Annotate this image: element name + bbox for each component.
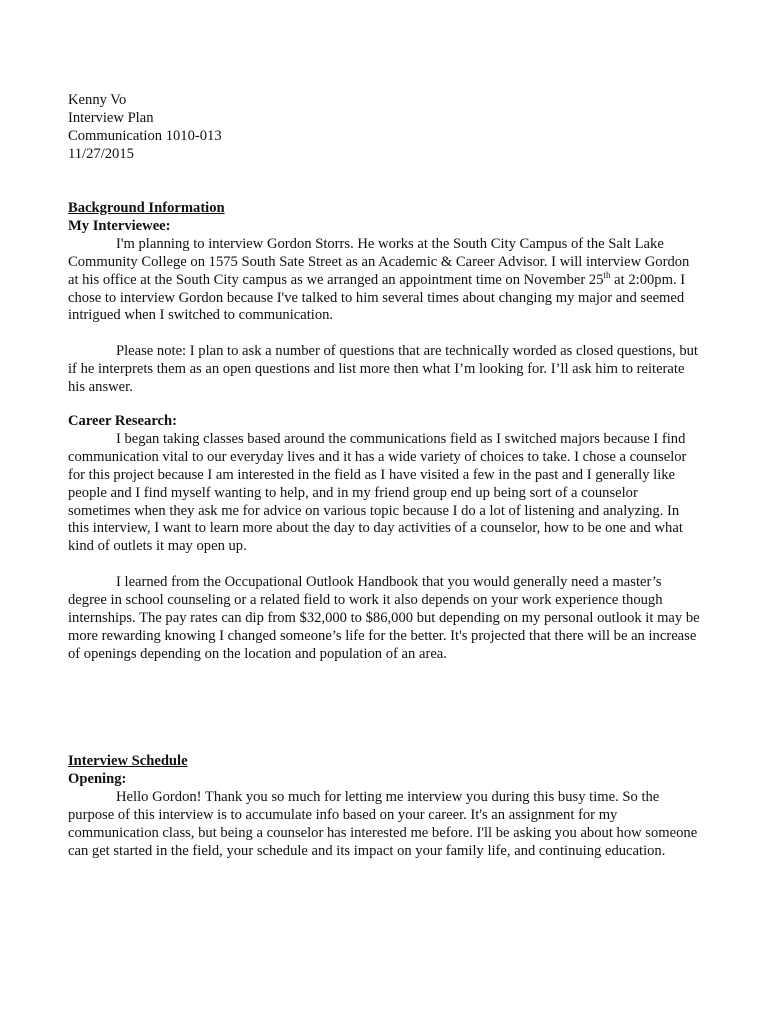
author-name: Kenny Vo (68, 92, 127, 108)
career-section (68, 413, 700, 664)
interviewee-subheading: My Interviewee: (68, 217, 171, 234)
document-header (68, 92, 700, 164)
opening-subheading: Opening: (68, 770, 127, 787)
ordinal-suffix: th (603, 269, 611, 280)
course-name: Communication 1010-013 (68, 127, 222, 144)
career-paragraph-2: I learned from the Occupational Outlook Handbook that you would generally need a master’s degree in school counseling or a related field to work it also depends on your work experience though internships. The pay rates can dip from $32,000 to $86,000 but depending on my personal outlook it may be more rewarding knowing I changed someone’s life for the better. It's projected that there will be an increase of openings depending on the location and population of an area. (68, 574, 700, 662)
career-paragraph-1: I began taking classes based around the communications field as I switched majors because I find communication vital to our everyday lives and it has a wide variety of choices to take. I chose a counselor for this project because I am interested in the field as I have visited a few in the past and I generally like people and I find myself wanting to help, and in my friend group end up being sort of a counselor sometimes when they ask me for advice on various topic because I do a lot of listening and analyzing. In this interview, I want to learn more about the day to day activities of a counselor, how to be one and what kind of outlets it may open up. (68, 430, 687, 555)
interviewee-paragraph-part1: I'm planning to interview Gordon Storrs. He works at the South City Campus of the Salt Lake Community College on 1575 South Sate Street as an Academic & Career Advisor. I will interview Gordon at his office at the South City campus as we arranged an appointment time on November 25 (68, 235, 690, 288)
interviewee-paragraph-part2: at 2:00pm. I chose to interview Gordon because I've talked to him several times about changing my major and seemed intrigued when I switched to communication. (68, 271, 686, 324)
note-paragraph: Please note: I plan to ask a number of questions that are technically worded as closed questions, but if he interprets them as an open questions and list more then what I’m looking for. I’ll ask him to reiterate his answer. (68, 343, 698, 396)
background-section (68, 200, 700, 397)
background-section-title: Background Information (68, 200, 225, 216)
schedule-section-title: Interview Schedule (68, 753, 188, 769)
opening-paragraph: Hello Gordon! Thank you so much for letting me interview you during this busy time. So the purpose of this interview is to accumulate info based on your career. It's an assignment for my communication class, but being a counselor has interested me before. I'll be asking you about how someone can get started in the field, your schedule and its impact on your family life, and continuing education. (68, 788, 698, 859)
document-date: 11/27/2015 (68, 145, 134, 162)
document-title: Interview Plan (68, 109, 154, 126)
schedule-section (68, 753, 700, 860)
interviewee-paragraph (68, 236, 700, 326)
career-research-subheading: Career Research: (68, 413, 178, 429)
